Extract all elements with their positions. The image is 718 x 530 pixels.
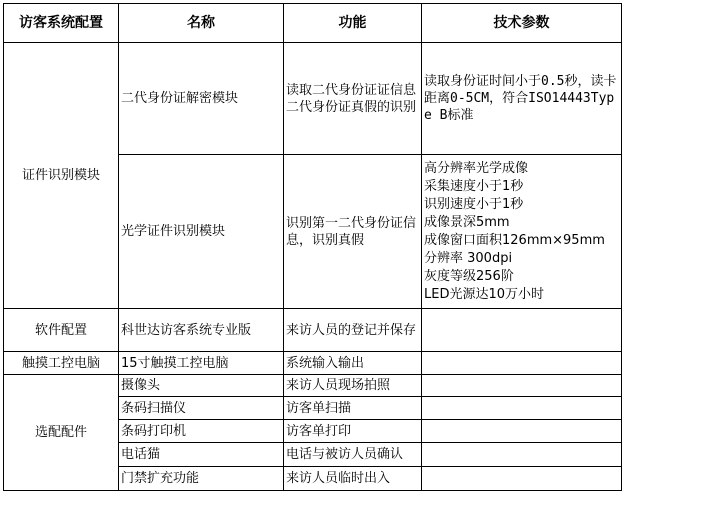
- item-spec: 读取身份证时间小于0.5秒，读卡距离0-5CM，符合ISO14443Type B标准: [422, 43, 622, 155]
- item-function: 来访人员临时出入: [284, 467, 422, 491]
- item-spec: [422, 443, 622, 467]
- item-name: 条码扫描仪: [119, 397, 284, 420]
- item-function: 来访人员的登记并保存: [284, 309, 422, 352]
- item-name: 门禁扩充功能: [119, 467, 284, 491]
- item-name: 科世达访客系统专业版: [119, 309, 284, 352]
- item-name: 光学证件识别模块: [119, 155, 284, 309]
- item-spec: [422, 375, 622, 397]
- item-function: 访客单扫描: [284, 397, 422, 420]
- item-name: 电话猫: [119, 443, 284, 467]
- item-spec: [422, 467, 622, 491]
- table-row: [4, 375, 622, 397]
- header-config: 访客系统配置: [4, 4, 119, 43]
- item-spec: [422, 352, 622, 375]
- config-table: [3, 3, 622, 491]
- spec-line: 成像景深5mm: [424, 214, 510, 230]
- header-row: [4, 4, 622, 43]
- spec-line: 识别速度小于1秒: [424, 196, 524, 212]
- category-software: 软件配置: [4, 309, 119, 352]
- header-function: 功能: [284, 4, 422, 43]
- item-function: 系统输入输出: [284, 352, 422, 375]
- item-function: 读取二代身份证证信息 二代身份证真假的识别: [284, 43, 422, 155]
- item-spec: [422, 309, 622, 352]
- table-row: [4, 309, 622, 352]
- category-optional: 选配配件: [4, 375, 119, 491]
- spec-line: 高分辨率光学成像: [424, 160, 529, 176]
- item-name: 二代身份证解密模块: [119, 43, 284, 155]
- spec-line: 采集速度小于1秒: [424, 178, 524, 194]
- spec-line: 成像窗口面积126mm×95mm: [424, 232, 605, 248]
- item-function: 识别第一二代身份证信息，识别真假: [284, 155, 422, 309]
- item-function: 电话与被访人员确认: [284, 443, 422, 467]
- spec-line: LED光源达10万小时: [424, 286, 545, 302]
- item-spec: [422, 397, 622, 420]
- item-name: 条码打印机: [119, 420, 284, 443]
- table-row: [4, 352, 622, 375]
- category-cert: 证件识别模块: [4, 43, 119, 309]
- category-touch: 触摸工控电脑: [4, 352, 119, 375]
- item-function: 来访人员现场拍照: [284, 375, 422, 397]
- item-spec-lines: [422, 155, 622, 309]
- spec-line: 分辨率 300dpi: [424, 250, 513, 266]
- item-function: 访客单打印: [284, 420, 422, 443]
- header-name: 名称: [119, 4, 284, 43]
- item-spec: [422, 420, 622, 443]
- table-row: [4, 43, 622, 155]
- header-spec: 技术参数: [422, 4, 622, 43]
- item-name: 15寸触摸工控电脑: [119, 352, 284, 375]
- spec-line: 灰度等级256阶: [424, 268, 514, 284]
- item-name: 摄像头: [119, 375, 284, 397]
